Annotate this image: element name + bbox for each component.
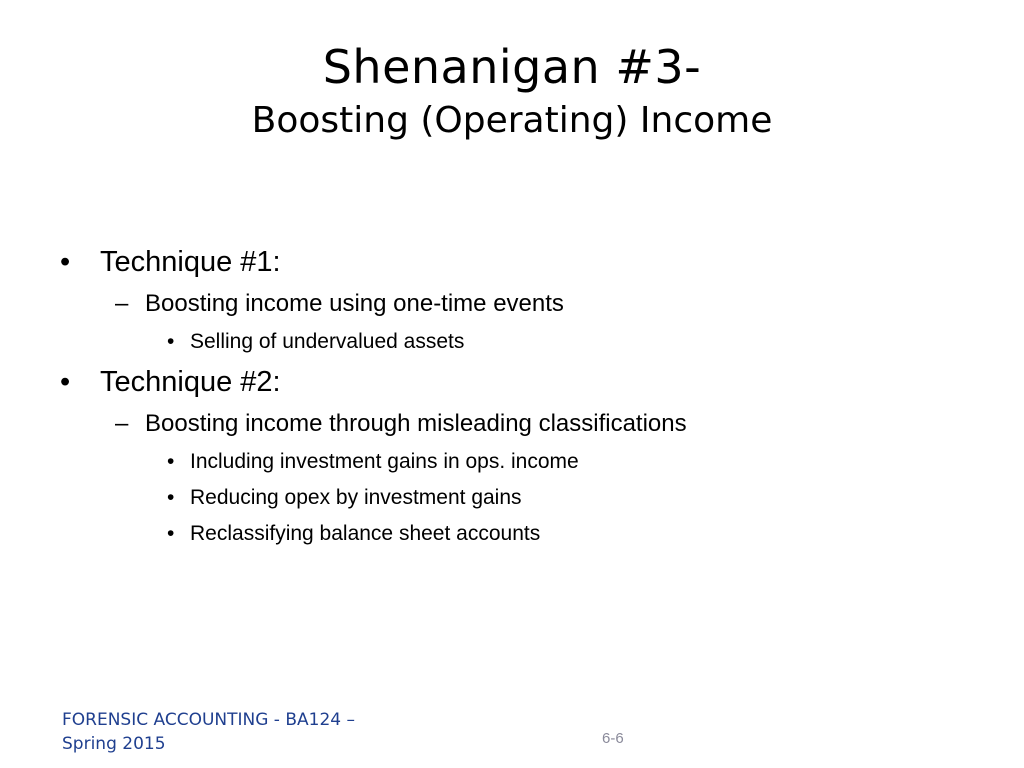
bullet-list [0, 236, 1024, 548]
sub-bullet-text: Boosting income using one-time events [145, 290, 564, 317]
bullet-marker: • [167, 522, 175, 545]
footer-course-line2: Spring 2015 [62, 734, 166, 754]
bullet-technique-1 [0, 244, 1024, 280]
sub-bullet-text: Boosting income through misleading classifications [145, 410, 687, 437]
dash-marker: – [115, 290, 129, 317]
dash-marker: – [115, 410, 129, 437]
bullet-text: Technique #2: [100, 366, 281, 398]
detail-bullet-undervalued-assets [0, 328, 1024, 356]
page-number: 6-6 [602, 730, 624, 747]
detail-bullet-reducing-opex [0, 484, 1024, 512]
detail-bullet-text: Reducing opex by investment gains [190, 486, 522, 509]
bullet-marker: • [60, 366, 71, 398]
sub-bullet-misleading-classifications [0, 408, 1024, 440]
title-main: Shenanigan #3- [322, 40, 702, 94]
footer-course-label [62, 708, 355, 756]
bullet-marker: • [60, 246, 71, 278]
bullet-marker: • [167, 330, 175, 353]
bullet-marker: • [167, 486, 175, 509]
detail-bullet-reclassifying [0, 520, 1024, 548]
detail-bullet-text: Selling of undervalued assets [190, 330, 465, 353]
detail-bullet-text: Reclassifying balance sheet accounts [190, 522, 541, 545]
bullet-text: Technique #1: [100, 246, 281, 278]
sub-bullet-one-time-events [0, 288, 1024, 320]
detail-bullet-investment-gains-ops [0, 448, 1024, 476]
bullet-technique-2 [0, 364, 1024, 400]
title-subtitle: Boosting (Operating) Income [251, 100, 773, 141]
slide-title [0, 38, 1024, 144]
footer-course-line1: FORENSIC ACCOUNTING - BA124 – [62, 710, 355, 730]
bullet-marker: • [167, 450, 175, 473]
detail-bullet-text: Including investment gains in ops. income [190, 450, 579, 473]
